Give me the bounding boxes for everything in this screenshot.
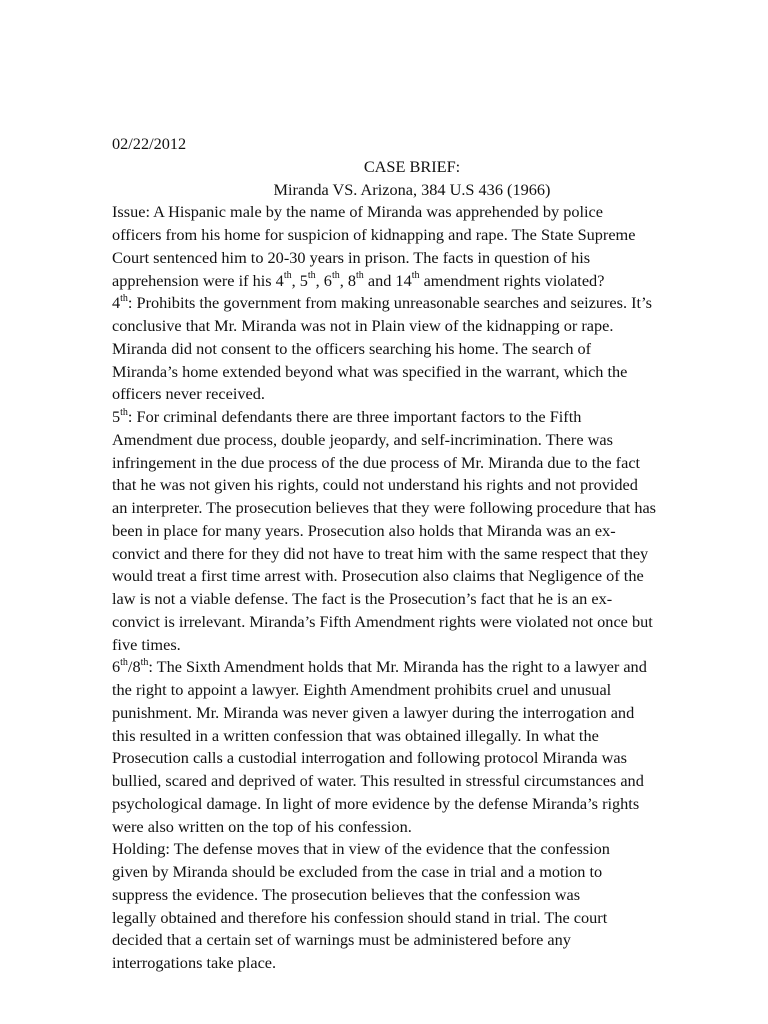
body-line: apprehension were if his 4th, 5th, 6th, 8th and 14th amendment rights violated? [112,270,605,290]
body-line: 5th: For criminal defendants there are three important factors to the Fifth [112,406,582,426]
body-line: the right to appoint a lawyer. Eighth Amendment prohibits cruel and unusual [112,680,612,699]
body-line: officers never received. [112,384,265,404]
body-line: convict and there for they did not have to treat him with the same respect that they [112,543,649,563]
body-line: suppress the evidence. The prosecution believes that the confession was [112,884,581,904]
document-date: 02/22/2012 [112,134,187,153]
body-line: infringement in the due process of the due process of Mr. Miranda due to the fact [112,452,641,472]
body-line: given by Miranda should be excluded from the case in trial and a motion to [112,862,603,881]
body-line: bullied, scared and deprived of water. This resulted in stressful circumstances and [112,771,644,790]
document-title: CASE BRIEF: [363,156,461,176]
body-line: Miranda’s home extended beyond what was specified in the warrant, which the [112,361,628,381]
body-line: would treat a first time arrest with. Prosecution also claims that Negligence of the [112,566,644,586]
body-line: decided that a certain set of warnings must be administered before any [112,930,571,950]
case-name: Miranda VS. Arizona, 384 U.S 436 (1966) [273,179,551,199]
body-line: that he was not given his rights, could not understand his rights and not provided [112,475,638,495]
document-text [112,133,712,975]
body-line: were also written on the top of his confession. [112,816,412,836]
body-line: law is not a viable defense. The fact is the Prosecution’s fact that he is an ex- [112,589,613,608]
body-line: officers from his home for suspicion of kidnapping and rape. The State Supreme [112,225,636,244]
body-line: Holding: The defense moves that in view of the evidence that the confession [112,839,610,859]
body-line: Amendment due process, double jeopardy, and self-incrimination. There was [112,429,613,449]
body-line: this resulted in a written confession that was obtained illegally. In what the [112,725,599,745]
body-line: conclusive that Mr. Miranda was not in Plain view of the kidnapping or rape. [112,316,614,335]
document-body [112,201,712,975]
body-line: legally obtained and therefore his confession should stand in trial. The court [112,907,608,927]
body-line: 6th/8th: The Sixth Amendment holds that Mr. Miranda has the right to a lawyer and [112,656,647,677]
body-line: 4th: Prohibits the government from making unreasonable searches and seizures. It’s [112,292,652,313]
body-line: Prosecution calls a custodial interrogation and following protocol Miranda was [112,748,627,768]
body-line: been in place for many years. Prosecution also holds that Miranda was an ex- [112,520,616,540]
body-line: convict is irrelevant. Miranda’s Fifth Amendment rights were violated not once but [112,611,653,631]
body-line: interrogations take place. [112,953,277,972]
body-line: Court sentenced him to 20-30 years in prison. The facts in question of his [112,247,591,267]
body-line: punishment. Mr. Miranda was never given a lawyer during the interrogation and [112,702,635,722]
body-line: Issue: A Hispanic male by the name of Miranda was apprehended by police [112,202,604,222]
body-line: an interpreter. The prosecution believes that they were following procedure that has [112,498,657,517]
body-line: Miranda did not consent to the officers searching his home. The search of [112,338,592,358]
body-line: psychological damage. In light of more evidence by the defense Miranda’s rights [112,793,640,813]
body-line: five times. [112,634,181,654]
